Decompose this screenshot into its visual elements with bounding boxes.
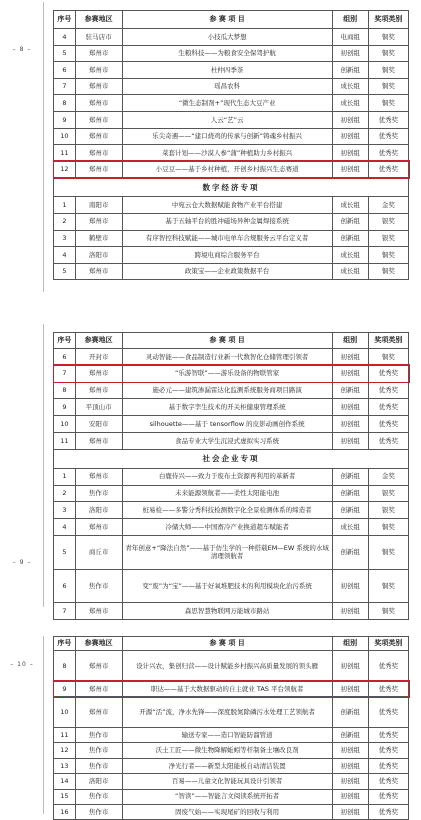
- row-region: 郑州市: [75, 145, 122, 162]
- table-row: [54, 697, 409, 728]
- row-project: 基于五轴平台的胜冲磁场异种金属焊接系统: [122, 213, 332, 230]
- row-group: 创新组: [332, 697, 368, 728]
- row-project: 青年创意+“降法自然”——基于仿生学的一种搭载EM—EW 系统的水域清理领航者: [122, 535, 332, 569]
- table-row: [54, 603, 409, 620]
- row-group: 创新组: [332, 468, 368, 485]
- header-award: 奖项类别: [368, 333, 408, 349]
- row-award: 铜奖: [368, 519, 408, 536]
- row-award: 银奖: [368, 213, 408, 230]
- row-project: 开源“活”流，净水先锋——深度脱氮除磷污水处理工艺领航者: [122, 697, 332, 728]
- row-project: 设计兴农，集创归营——设计赋能乡村振兴高质量发展的领头雁: [122, 651, 332, 682]
- section-title-row: [54, 178, 409, 197]
- header-region: 参赛地区: [75, 11, 122, 29]
- header-project: 参 赛 项 目: [122, 11, 332, 29]
- row-group: 初创组: [332, 651, 368, 682]
- row-number: 10: [54, 697, 76, 728]
- row-region: 郑州市: [75, 681, 122, 696]
- row-number: 9: [54, 399, 76, 416]
- row-number: 2: [54, 213, 76, 230]
- row-number: 9: [54, 681, 76, 696]
- row-group: 初创组: [332, 569, 368, 603]
- row-project: “乐游智联”——游乐设备的物联管家: [122, 365, 332, 382]
- row-region: 焦作市: [75, 485, 122, 502]
- table-header-row: [54, 637, 409, 651]
- row-region: 商丘市: [75, 535, 122, 569]
- row-project: 跨境电商综合服务平台: [122, 247, 332, 264]
- row-region: 郑州市: [75, 128, 122, 145]
- row-number: 10: [54, 128, 76, 145]
- row-region: 洛阳市: [75, 774, 122, 789]
- row-project: 森思智慧物联网万能城市路站: [122, 603, 332, 620]
- row-number: 8: [54, 95, 76, 112]
- row-group: 初创组: [332, 349, 368, 366]
- table-row: [54, 45, 409, 62]
- row-award: 优秀奖: [368, 743, 408, 758]
- table-row: [54, 263, 409, 280]
- row-number: 15: [54, 789, 76, 804]
- row-number: 3: [54, 230, 76, 247]
- margin-divider: [43, 636, 44, 814]
- row-project: 净光行者——新型太阳能板自动清洁装置: [122, 758, 332, 773]
- row-group: 创新组: [332, 535, 368, 569]
- section-title-row: [54, 449, 409, 468]
- row-award: 优秀奖: [368, 681, 408, 696]
- row-number: 10: [54, 416, 76, 433]
- table-row: [54, 651, 409, 682]
- document-page-1: [0, 0, 421, 300]
- margin-divider: [43, 324, 44, 607]
- row-region: 郑州市: [75, 651, 122, 682]
- award-table-2: [53, 332, 409, 620]
- header-group: 组别: [332, 333, 368, 349]
- row-project: “智读”——智能言文阅读系统开拓者: [122, 789, 332, 804]
- row-region: 郑州市: [75, 382, 122, 399]
- row-group: 成长组: [332, 247, 368, 264]
- header-group: 组别: [332, 637, 368, 651]
- row-group: 初创组: [332, 804, 368, 819]
- table-row: [54, 62, 409, 79]
- row-project: 百易——儿童文化智能玩具设计引领者: [122, 774, 332, 789]
- row-project: silhouette——基于 tensorflow 的皮影动画创作系统: [122, 416, 332, 433]
- row-number: 5: [54, 535, 76, 569]
- row-region: 郑州市: [75, 213, 122, 230]
- row-region: 洛阳市: [75, 247, 122, 264]
- row-group: 初创组: [332, 789, 368, 804]
- row-project: 职达——基于大数据驱动的自主就业 TAS 平台领航者: [122, 681, 332, 696]
- row-project: 固废气始——实现尾矿的回收与利用: [122, 804, 332, 819]
- table-header-row: [54, 333, 409, 349]
- row-number: 9: [54, 111, 76, 128]
- row-number: 11: [54, 727, 76, 742]
- row-award: 铜奖: [368, 535, 408, 569]
- header-group: 组别: [332, 11, 368, 29]
- table-row: [54, 681, 409, 696]
- row-group: 初创组: [332, 416, 368, 433]
- row-region: 郑州市: [75, 468, 122, 485]
- row-region: 郑州市: [75, 78, 122, 95]
- row-region: 南阳市: [75, 197, 122, 214]
- row-project: 杜仲四季茶: [122, 62, 332, 79]
- table-row: [54, 569, 409, 603]
- row-group: 初创组: [332, 399, 368, 416]
- row-award: 优秀奖: [368, 111, 408, 128]
- table-row: [54, 78, 409, 95]
- row-number: 6: [54, 569, 76, 603]
- row-project: 生粮科技——为粮食安全保驾护航: [122, 45, 332, 62]
- row-region: 郑州市: [75, 263, 122, 280]
- row-project: 基于数字孪生技术的开关柜健康管理系统: [122, 399, 332, 416]
- row-number: 4: [54, 247, 76, 264]
- row-project: 小豆豆——基于乡村种植，开创乡村振兴生态赛道: [122, 161, 332, 178]
- row-region: 焦作市: [75, 789, 122, 804]
- row-number: 6: [54, 349, 76, 366]
- row-group: 初创组: [332, 603, 368, 620]
- table-row: [54, 29, 409, 46]
- row-region: 平顶山市: [75, 399, 122, 416]
- table-header-row: [54, 11, 409, 29]
- table-row: [54, 774, 409, 789]
- row-group: 成长组: [332, 95, 368, 112]
- table-row: [54, 727, 409, 742]
- row-region: 焦作市: [75, 804, 122, 819]
- row-award: 铜奖: [368, 569, 408, 603]
- row-number: 13: [54, 758, 76, 773]
- row-group: 电商组: [332, 29, 368, 46]
- row-number: 16: [54, 804, 76, 819]
- document-page-2: [0, 322, 421, 615]
- row-number: 7: [54, 78, 76, 95]
- row-project: 有序智控科技赋能——城市电单车合规服务云平台定义者: [122, 230, 332, 247]
- row-group: 创新组: [332, 230, 368, 247]
- table-row: [54, 365, 409, 382]
- margin-divider: [43, 2, 44, 292]
- table-row: [54, 502, 409, 519]
- row-group: 初创组: [332, 111, 368, 128]
- row-number: 8: [54, 382, 76, 399]
- row-group: 创新组: [332, 382, 368, 399]
- row-region: 郑州市: [75, 519, 122, 536]
- row-award: 铜奖: [368, 263, 408, 280]
- row-region: 鹤壁市: [75, 230, 122, 247]
- row-award: 铜奖: [368, 349, 408, 366]
- row-region: 开封市: [75, 349, 122, 366]
- row-group: 初创组: [332, 681, 368, 696]
- row-group: 初创组: [332, 774, 368, 789]
- row-region: 安阳市: [75, 416, 122, 433]
- row-group: 成长组: [332, 197, 368, 214]
- table-row: [54, 468, 409, 485]
- row-award: 优秀奖: [368, 774, 408, 789]
- row-award: 优秀奖: [368, 804, 408, 819]
- row-region: 洛阳市: [75, 502, 122, 519]
- row-number: 11: [54, 145, 76, 162]
- row-group: 创新组: [332, 485, 368, 502]
- row-award: 优秀奖: [368, 697, 408, 728]
- row-number: 6: [54, 62, 76, 79]
- row-region: 郑州市: [75, 365, 122, 382]
- row-group: 初创组: [332, 743, 368, 758]
- row-project: 瑶昌农科: [122, 78, 332, 95]
- row-award: 银奖: [368, 230, 408, 247]
- header-region: 参赛地区: [75, 333, 122, 349]
- row-project: 输送专家——造口智能防溜管道: [122, 727, 332, 742]
- row-award: 铜奖: [368, 78, 408, 95]
- row-project: 乐尖奇遇——“建口烧鸡的传承与创新”铸魂乡村振兴: [122, 128, 332, 145]
- table-row: [54, 535, 409, 569]
- row-number: 11: [54, 432, 76, 449]
- row-group: 初创组: [332, 145, 368, 162]
- row-award: 优秀奖: [368, 727, 408, 742]
- row-group: 创新组: [332, 502, 368, 519]
- header-region: 参赛地区: [75, 637, 122, 651]
- row-award: 铜奖: [368, 62, 408, 79]
- table-row: [54, 145, 409, 162]
- award-table-1: [53, 10, 409, 280]
- row-region: 郑州市: [75, 45, 122, 62]
- row-number: 1: [54, 468, 76, 485]
- table-row: [54, 485, 409, 502]
- row-project: 沃土工匠——微生物降解蚯蚓等杆制备土壤改良剂: [122, 743, 332, 758]
- row-project: 施必元——建筑渗漏雷达化监测系统服务商项目路演: [122, 382, 332, 399]
- table-row: [54, 432, 409, 449]
- row-award: 金奖: [368, 468, 408, 485]
- row-award: 铜奖: [368, 29, 408, 46]
- table-row: [54, 161, 409, 178]
- row-region: 郑州市: [75, 95, 122, 112]
- header-project: 参 赛 项 目: [122, 333, 332, 349]
- row-number: 2: [54, 485, 76, 502]
- row-region: 郑州市: [75, 697, 122, 728]
- award-table-3: [53, 636, 409, 820]
- row-project: 人云“艺”云: [122, 111, 332, 128]
- row-group: 初创组: [332, 432, 368, 449]
- row-award: 优秀奖: [368, 789, 408, 804]
- table-row: [54, 247, 409, 264]
- row-group: 创新组: [332, 727, 368, 742]
- table-row: [54, 519, 409, 536]
- table-row: [54, 416, 409, 433]
- row-region: 驻马店市: [75, 29, 122, 46]
- row-number: 4: [54, 29, 76, 46]
- section-title: 数字经济专项: [54, 178, 409, 197]
- row-region: 郑州市: [75, 111, 122, 128]
- row-number: 1: [54, 197, 76, 214]
- row-award: 优秀奖: [368, 416, 408, 433]
- row-group: 初创组: [332, 758, 368, 773]
- table-row: [54, 758, 409, 773]
- row-award: 优秀奖: [368, 128, 408, 145]
- row-award: 铜奖: [368, 603, 408, 620]
- page-number: – 9 –: [12, 559, 32, 566]
- row-project: 灵动智能——食品制造行业新一代数智化仓储管理引领者: [122, 349, 332, 366]
- header-no: 序号: [54, 11, 76, 29]
- row-award: 优秀奖: [368, 161, 408, 178]
- table-row: [54, 399, 409, 416]
- table-row: [54, 789, 409, 804]
- header-no: 序号: [54, 637, 76, 651]
- row-project: 冷储大师——中国畜冷产业换道超车赋能者: [122, 519, 332, 536]
- row-award: 铜奖: [368, 247, 408, 264]
- row-award: 铜奖: [368, 95, 408, 112]
- row-number: 5: [54, 263, 76, 280]
- document-page-3: [0, 636, 421, 818]
- row-number: 7: [54, 603, 76, 620]
- row-project: 菜套计划——沙漠人参“蒲”种植助力乡村振兴: [122, 145, 332, 162]
- row-project: 白鹿侍兴——致力于废布土资源再利用的革新者: [122, 468, 332, 485]
- table-row: [54, 230, 409, 247]
- header-project: 参 赛 项 目: [122, 637, 332, 651]
- section-title: 社会企业专项: [54, 449, 409, 468]
- row-award: 优秀奖: [368, 399, 408, 416]
- page-number: – 8 –: [12, 46, 32, 53]
- row-group: 初创组: [332, 365, 368, 382]
- row-project: 小技瓜大梦想: [122, 29, 332, 46]
- header-award: 奖项类别: [368, 11, 408, 29]
- row-group: 初创组: [332, 128, 368, 145]
- row-project: 变“废”为“宝”——基于好氧堆肥技术的利用模块化治污系统: [122, 569, 332, 603]
- row-region: 郑州市: [75, 603, 122, 620]
- row-region: 郑州市: [75, 432, 122, 449]
- table-row: [54, 349, 409, 366]
- row-award: 优秀奖: [368, 365, 408, 382]
- row-group: 成长组: [332, 263, 368, 280]
- row-project: “微生态制剂+”现代生态大豆产业: [122, 95, 332, 112]
- table-row: [54, 95, 409, 112]
- row-number: 5: [54, 45, 76, 62]
- row-award: 优秀奖: [368, 382, 408, 399]
- row-number: 14: [54, 774, 76, 789]
- row-group: 成长组: [332, 78, 368, 95]
- row-group: 初创组: [332, 161, 368, 178]
- table-row: [54, 743, 409, 758]
- row-award: 优秀奖: [368, 145, 408, 162]
- header-no: 序号: [54, 333, 76, 349]
- row-project: 政策宝——企业政策数据平台: [122, 263, 332, 280]
- row-number: 3: [54, 502, 76, 519]
- row-number: 12: [54, 743, 76, 758]
- table-row: [54, 213, 409, 230]
- row-group: 创新组: [332, 213, 368, 230]
- row-project: 未来能源领航者——柔性太阳能电池: [122, 485, 332, 502]
- row-number: 4: [54, 519, 76, 536]
- row-award: 银奖: [368, 485, 408, 502]
- row-award: 优秀奖: [368, 432, 408, 449]
- row-region: 焦作市: [75, 743, 122, 758]
- row-region: 焦作市: [75, 727, 122, 742]
- row-award: 金奖: [368, 197, 408, 214]
- row-region: 焦作市: [75, 758, 122, 773]
- table-row: [54, 128, 409, 145]
- row-number: 7: [54, 365, 76, 382]
- row-project: 中宛云仓大数据赋能食物产业平台搭建: [122, 197, 332, 214]
- row-award: 铜奖: [368, 45, 408, 62]
- row-number: 12: [54, 161, 76, 178]
- page-number: – 10 –: [10, 661, 34, 668]
- row-award: 银奖: [368, 502, 408, 519]
- row-group: 创新组: [332, 62, 368, 79]
- row-project: 桩易检——多警分秀科技检测数字化全景检测体系的缔造者: [122, 502, 332, 519]
- header-award: 奖项类别: [368, 637, 408, 651]
- row-region: 焦作市: [75, 569, 122, 603]
- row-group: 成长组: [332, 519, 368, 536]
- row-award: 优秀奖: [368, 758, 408, 773]
- table-row: [54, 197, 409, 214]
- row-group: 初创组: [332, 45, 368, 62]
- row-project: 食品专业大学生沉浸式虚拟实习系统: [122, 432, 332, 449]
- row-number: 8: [54, 651, 76, 682]
- table-row: [54, 382, 409, 399]
- row-award: 优秀奖: [368, 651, 408, 682]
- row-region: 郑州市: [75, 161, 122, 178]
- row-region: 郑州市: [75, 62, 122, 79]
- table-row: [54, 111, 409, 128]
